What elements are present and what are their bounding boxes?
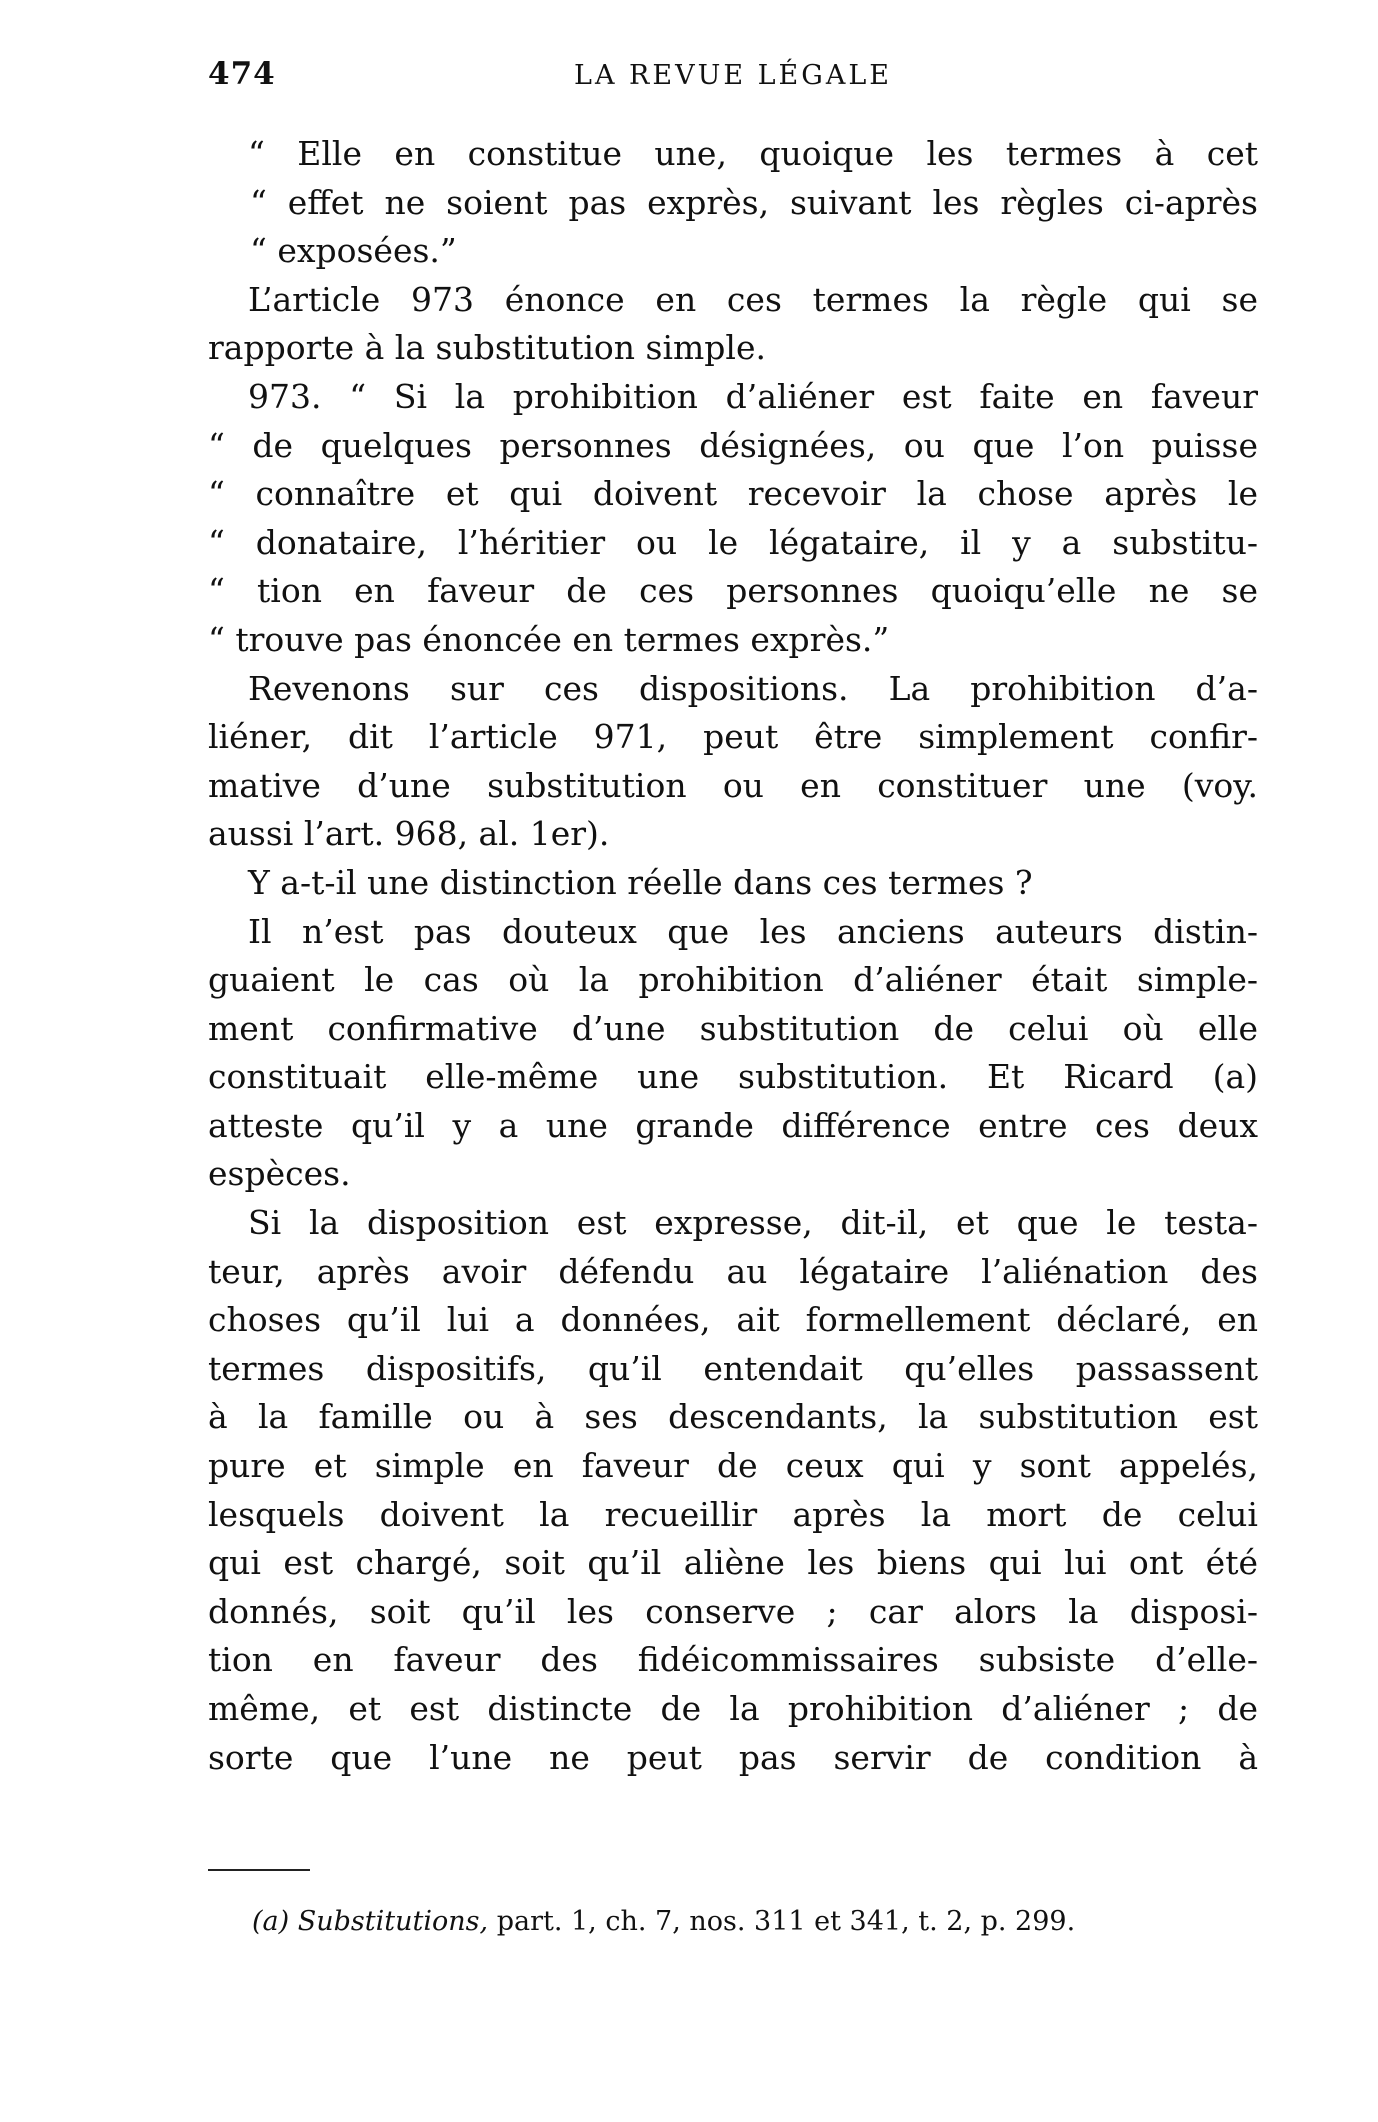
footnote: [252, 1902, 1262, 1942]
text-line: atteste qu’il y a une grande différence entre ces deux: [208, 1105, 1258, 1145]
text-line: ment confirmative d’une substitution de celui où elle: [208, 1008, 1258, 1048]
text-line: termes dispositifs, qu’il entendait qu’elles passassent: [208, 1348, 1258, 1388]
text-line: guaient le cas où la prohibition d’aliéner était simple-: [208, 960, 1258, 1000]
page-header: [208, 56, 1258, 102]
page-number: 474: [208, 56, 276, 92]
text-line: “ trouve pas énoncée en termes exprès.”: [208, 619, 890, 659]
text-line: “ effet ne soient pas exprès, suivant les règles ci-après: [250, 182, 1258, 222]
text-line: “ connaître et qui doivent recevoir la chose après le: [208, 474, 1258, 514]
text-line: “ tion en faveur de ces personnes quoiqu’elle ne se: [208, 571, 1258, 611]
text-line: aussi l’art. 968, al. 1er).: [208, 814, 610, 854]
text-line: “ Elle en constitue une, quoique les termes à cet: [248, 134, 1258, 173]
text-line: “ exposées.”: [250, 231, 457, 271]
text-line: Il n’est pas douteux que les anciens auteurs distin-: [248, 911, 1258, 951]
footnote-rule: [208, 1869, 310, 1871]
text-line: lesquels doivent la recueillir après la mort de celui: [208, 1494, 1258, 1534]
text-line: teur, après avoir défendu au légataire l’aliénation des: [208, 1251, 1258, 1291]
text-line: rapporte à la substitution simple.: [208, 328, 766, 368]
text-line: choses qu’il lui a données, ait formellement déclaré, en: [208, 1300, 1258, 1340]
text-line: mative d’une substitution ou en constituer une (voy.: [208, 765, 1258, 805]
footnote-citation: part. 1, ch. 7, nos. 311 et 341, t. 2, p. 299.: [496, 1906, 1076, 1937]
text-line: “ de quelques personnes désignées, ou que l’on puisse: [208, 425, 1258, 465]
text-line: espèces.: [208, 1154, 351, 1194]
text-line: 973. “ Si la prohibition d’aliéner est faite en faveur: [248, 376, 1258, 416]
text-line: L’article 973 énonce en ces termes la règle qui se: [248, 279, 1258, 319]
text-line: tion en faveur des fidéicommissaires subsiste d’elle-: [208, 1640, 1258, 1680]
text-line: Y a-t-il une distinction réelle dans ces termes ?: [248, 862, 1033, 902]
text-line: à la famille ou à ses descendants, la substitution est: [208, 1397, 1258, 1437]
text-line: donnés, soit qu’il les conserve ; car alors la disposi-: [208, 1591, 1258, 1631]
body-text: [208, 130, 1258, 1782]
running-title: LA REVUE LÉGALE: [574, 60, 892, 91]
text-line: sorte que l’une ne peut pas servir de condition à: [208, 1737, 1258, 1777]
text-line: constituait elle-même une substitution. Et Ricard (a): [208, 1057, 1258, 1097]
text-line: “ donataire, l’héritier ou le légataire, il y a substitu-: [208, 522, 1258, 562]
text-line: Revenons sur ces dispositions. La prohibition d’a-: [248, 668, 1258, 708]
footnote-work-title: Substitutions,: [297, 1906, 489, 1937]
text-line: Si la disposition est expresse, dit-il, et que le testa-: [248, 1203, 1258, 1243]
footnote-marker: (a): [252, 1906, 290, 1937]
text-line: pure et simple en faveur de ceux qui y sont appelés,: [208, 1446, 1258, 1486]
text-line: qui est chargé, soit qu’il aliène les biens qui lui ont été: [208, 1543, 1258, 1583]
text-line: liéner, dit l’article 971, peut être simplement confir-: [208, 717, 1258, 757]
text-line: même, et est distincte de la prohibition d’aliéner ; de: [208, 1689, 1258, 1728]
